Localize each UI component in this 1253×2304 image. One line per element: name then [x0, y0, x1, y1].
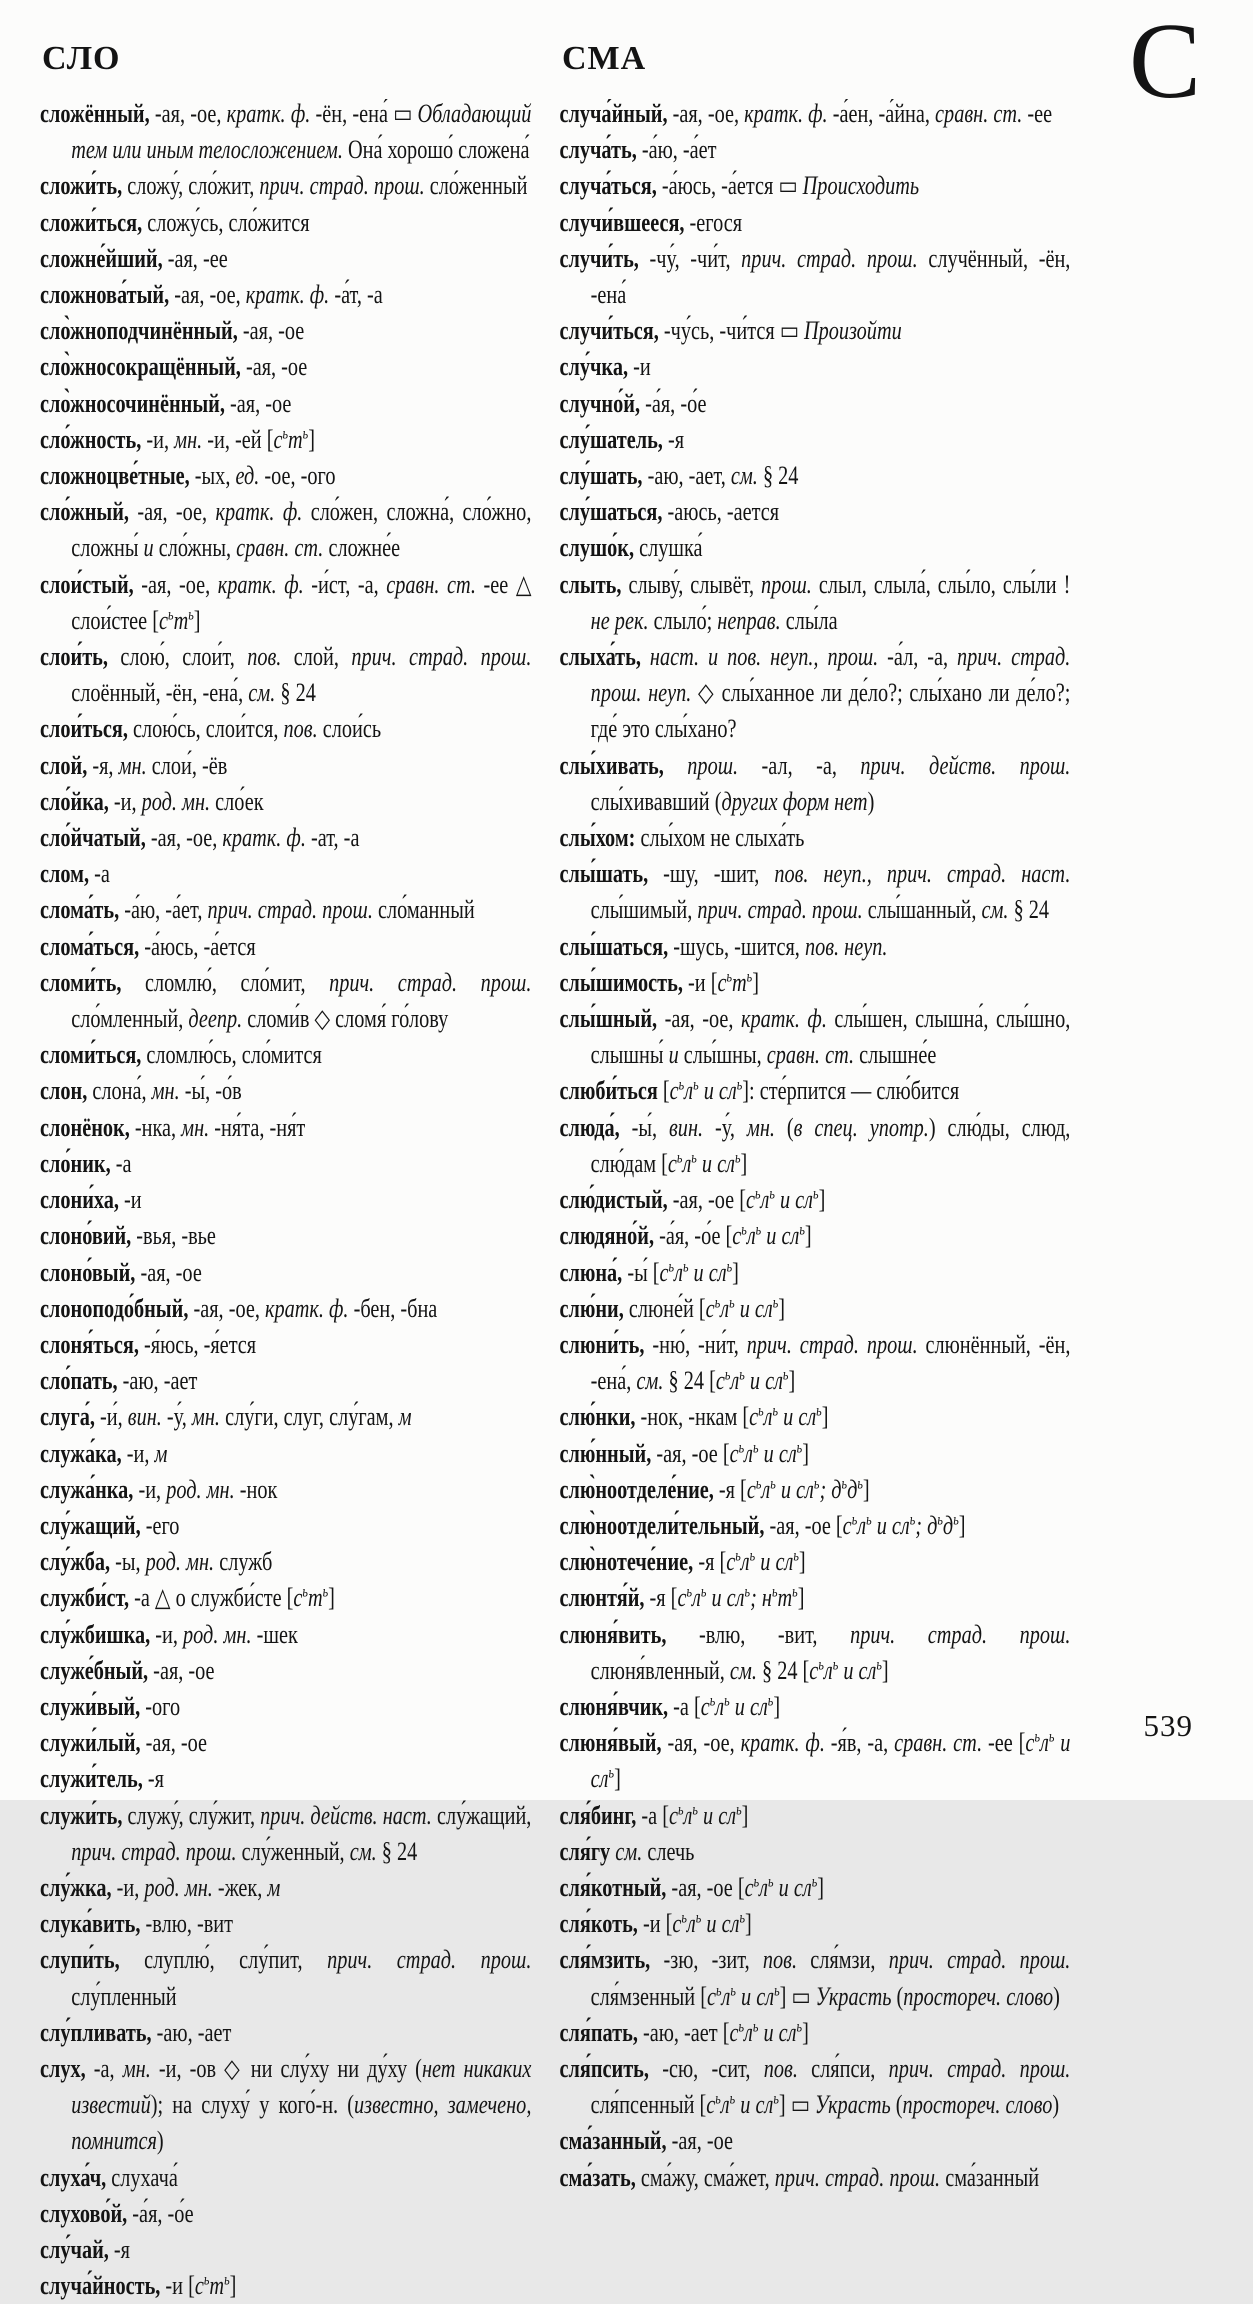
dictionary-entry: [40, 1942, 531, 2014]
entry-headword: сломи́ть,: [40, 967, 122, 997]
entry-body: -а́я, -о́е [$с^ьл^ь$ и $сл^ь$]: [654, 1221, 812, 1251]
entry-headword: сломи́ться,: [40, 1040, 142, 1070]
entry-body: -шу, -шит, пов. неуп., прич. страд. наст. слы́шимый, прич. страд. прош. слы́шанный, см. § 24: [590, 859, 1071, 925]
dictionary-entry: [40, 1870, 531, 1906]
dictionary-entry: [40, 1037, 531, 1073]
dictionary-entry: [559, 965, 1070, 1001]
entry-headword: слома́ться,: [40, 931, 140, 961]
entry-body: прош. -ал, -а, прич. действ. прош. слы́хивавший (других форм нет): [590, 750, 1071, 816]
entry-body: -ая, -ое [$с^ьл^ь$ и $сл^ь$]: [666, 1872, 825, 1902]
entry-body: -нка, мн. -ня́та, -ня́т: [129, 1112, 306, 1142]
entry-body: -и, м: [121, 1438, 168, 1468]
entry-headword: сма́занный,: [559, 2126, 667, 2156]
dictionary-entry: [40, 748, 531, 784]
entry-body: -чу́сь, -чи́тся ▭ Произойти: [658, 316, 902, 346]
entry-headword: служе́бный,: [40, 1655, 149, 1685]
entry-body: -я [$с^ьл^ь$ и $сл^ь$]: [693, 1547, 806, 1577]
dictionary-entry: [40, 1798, 531, 1870]
dictionary-entry: [559, 1182, 1070, 1218]
entry-headword: случа́ть,: [559, 135, 637, 165]
entry-body: -ая, -ое: [666, 2126, 733, 2156]
dictionary-entry: [40, 965, 531, 1037]
entry-headword: сля́псить,: [559, 2053, 649, 2083]
entry-body: слуплю́, слу́пит, прич. страд. прош. слу́пленный: [71, 1945, 532, 2011]
dictionary-entry: [559, 1798, 1070, 1834]
entry-headword: слу́шаться,: [559, 497, 663, 527]
dictionary-entry: [40, 1327, 531, 1363]
entry-headword: сложне́йший,: [40, 243, 163, 273]
entry-headword: слоно́вый,: [40, 1257, 136, 1287]
entry-headword: слюнтя́й,: [559, 1583, 645, 1613]
dictionary-entry: [559, 1001, 1070, 1073]
dictionary-entry: [40, 2015, 531, 2051]
dictionary-entry: [40, 1725, 531, 1761]
entry-headword: слюби́ться: [559, 1076, 658, 1106]
entry-body: -чу́, -чи́т, прич. страд. прош. случённый, -ён, -ена́: [590, 243, 1071, 310]
dictionary-entry: [40, 2232, 531, 2268]
entry-headword: сло̀жносокращённый,: [40, 352, 241, 382]
dictionary-entry: [559, 386, 1070, 422]
dictionary-entry: [40, 856, 531, 892]
dictionary-entry: [40, 241, 531, 277]
entry-headword: слу́чка,: [559, 352, 629, 382]
dictionary-entry: [559, 494, 1070, 530]
dictionary-entry: [40, 313, 531, 349]
dictionary-entry: [40, 1580, 531, 1616]
entry-headword: сля́коть,: [559, 1909, 638, 1939]
entry-body: -егося: [684, 207, 743, 237]
dictionary-entry: [559, 929, 1070, 965]
entry-headword: слой,: [40, 750, 88, 780]
entry-headword: слу́пливать,: [40, 2017, 152, 2047]
entry-body: -а́юсь, -а́ется: [139, 931, 256, 961]
entry-body: -и́, вин. -у́, мн. слу́ги, слуг, слу́гам, м: [94, 1402, 412, 1432]
entry-headword: служа́нка,: [40, 1474, 134, 1504]
dictionary-entry: [559, 1291, 1070, 1327]
dictionary-entry: [559, 2160, 1070, 2196]
entry-body: -влю, -вит, прич. страд. прош. слюня́вленный, см. § 24 [$с^ьл^ь$ и $сл^ь$]: [590, 1619, 1071, 1685]
entry-body: -а [$с^ьл^ь$ и $сл^ь$]: [668, 1691, 781, 1721]
entry-body: -ню́, -ни́т, прич. страд. прош. слюнённый, -ён, -ена́, см. § 24 [$с^ьл^ь$ и $сл^ь$]: [590, 1329, 1071, 1396]
entry-headword: слюня́вый,: [559, 1728, 662, 1758]
entry-headword: сложи́ть,: [40, 171, 123, 201]
entry-body: -аю, -ает, см. § 24: [642, 461, 799, 491]
dictionary-entry: [559, 422, 1070, 458]
entry-body: -аюсь, -ается: [662, 497, 780, 527]
entry-headword: случа́ться,: [559, 171, 657, 201]
entry-headword: слю́дистый,: [559, 1185, 668, 1215]
entry-body: -и, мн. -и, -ей $[с^ьт^ь]$: [141, 424, 315, 454]
dictionary-entry: [40, 458, 531, 494]
dictionary-entry: [40, 2160, 531, 2196]
dictionary-entry: [559, 1725, 1070, 1797]
entry-headword: слуха́ч,: [40, 2162, 107, 2192]
entry-body: -ая, -ое, кратк. ф. -я́в, -а, сравн. ст. -ее [$с^ьл^ь$ и $сл^ь$]: [590, 1728, 1071, 1794]
dictionary-entry: [40, 205, 531, 241]
entry-body: слона́, мн. -ы́, -о́в: [87, 1076, 242, 1106]
entry-headword: слы́хивать,: [559, 750, 664, 780]
entry-body: -и, род. мн. -шек: [150, 1619, 298, 1649]
dictionary-entry: [559, 132, 1070, 168]
entry-headword: слу́шать,: [559, 461, 643, 491]
entry-headword: слоноподо́бный,: [40, 1293, 189, 1323]
entry-headword: случи́ться,: [559, 316, 659, 346]
entry-headword: слоно́вий,: [40, 1221, 132, 1251]
entry-headword: сля́котный,: [559, 1872, 667, 1902]
entry-headword: сло́йка,: [40, 786, 109, 816]
dictionary-entry: [559, 1870, 1070, 1906]
entry-headword: слы́шный,: [559, 1004, 658, 1034]
entry-headword: слои́стый,: [40, 569, 134, 599]
dictionary-entry: [559, 1073, 1070, 1109]
entry-body: -ых, ед. -ое, -ого: [189, 461, 336, 491]
dictionary-entry: [40, 349, 531, 385]
entry-body: -а́я, -о́е: [640, 388, 707, 418]
entry-body: сломлю́, сло́мит, прич. страд. прош. сло́мленный, деепр. сломи́в ◇ сломя́ го́лову: [71, 967, 532, 1034]
dictionary-entry: [40, 820, 531, 856]
entry-body: сложу́, сло́жит, прич. страд. прош. сло́женный: [122, 171, 528, 201]
entry-body: слушка́: [634, 533, 703, 563]
entry-headword: служби́ст,: [40, 1583, 130, 1613]
entry-body: слою́сь, слои́тся, пов. слои́сь: [127, 714, 382, 744]
entry-headword: слыха́ть,: [559, 642, 641, 672]
entry-body: сложу́сь, сло́жится: [142, 207, 310, 237]
entry-body: -ая, -ое, кратк. ф. слы́шен, слышна́, слы́шно, слышны́ и слы́шны, сравн. ст. слышне́е: [590, 1004, 1071, 1070]
dictionary-entry: [40, 1436, 531, 1472]
entry-headword: слюня́вчик,: [559, 1691, 669, 1721]
entry-headword: сложноцве́тные,: [40, 461, 190, 491]
entry-body: -и: [628, 352, 651, 382]
entry-body: см. слечь: [615, 1836, 695, 1866]
entry-headword: слы́шимость,: [559, 967, 683, 997]
entry-body: -а, мн. -и, -ов ◇ ни слу́ху ни ду́ху (нет никаких известий); на слуху́ у кого́-н. (известно, замечено, помнится): [71, 2053, 532, 2156]
entry-headword: слю̀нотече́ние,: [559, 1547, 694, 1577]
entry-headword: слои́ться,: [40, 714, 128, 744]
dictionary-entry: [40, 1146, 531, 1182]
entry-body: -влю, -вит: [140, 1909, 234, 1939]
page-number: 539: [1143, 1708, 1193, 1743]
dictionary-entry: [40, 784, 531, 820]
entry-headword: сма́зать,: [559, 2162, 636, 2192]
entry-headword: слю̀ноотдели́тельный,: [559, 1510, 765, 1540]
entry-headword: служи́тель,: [40, 1764, 143, 1794]
dictionary-entry: [559, 1942, 1070, 2014]
dictionary-entry: [559, 96, 1070, 132]
dictionary-entry: [559, 1544, 1070, 1580]
entry-body: -а́юсь, -а́ется ▭ Происходить: [656, 171, 920, 201]
entry-body: -ая, -ое, кратк. ф. сло́жен, сложна́, сло́жно, сложны́ и сло́жны, сравн. ст. сложне́е: [71, 497, 532, 563]
dictionary-entry: [40, 1218, 531, 1254]
entry-headword: слу́шатель,: [559, 424, 663, 454]
dictionary-entry: [40, 1689, 531, 1725]
dictionary-entry: [40, 1761, 531, 1797]
dictionary-entry: [559, 639, 1070, 748]
entry-body: -ого: [140, 1691, 181, 1721]
entry-headword: слюна́,: [559, 1257, 623, 1287]
entry-body: -а: [110, 1148, 132, 1178]
entry-headword: слонёнок,: [40, 1112, 130, 1142]
entry-body: наст. и пов. неуп., прош. -а́л, -а, прич. страд. прош. неуп. ◇ слы́ханное ли де́ло?; слы́хано ли де́ло?; где́ это слы́хано?: [590, 642, 1071, 744]
dictionary-entry: [559, 530, 1070, 566]
entry-body: -я, мн. слои́, -ёв: [87, 750, 228, 780]
dictionary-entry: [559, 168, 1070, 204]
entry-headword: слюда́,: [559, 1112, 620, 1142]
entry-headword: служи́вый,: [40, 1691, 141, 1721]
entry-body: -а [$с^ьл^ь$ и $сл^ь$]: [636, 1800, 749, 1830]
dictionary-entry: [559, 1617, 1070, 1689]
entry-body: служу́, слу́жит, прич. действ. наст. слу́жащий, прич. страд. прош. слу́женный, см. § 24: [71, 1800, 532, 1866]
dictionary-entry: [40, 711, 531, 747]
entry-headword: слу́чай,: [40, 2234, 109, 2264]
dictionary-entry: [40, 1363, 531, 1399]
entry-body: -шусь, -шится, пов. неуп.: [668, 931, 888, 961]
entry-headword: сло́жный,: [40, 497, 129, 527]
dictionary-entry: [559, 349, 1070, 385]
entry-body: -ая, -ое, кратк. ф. -бен, -бна: [188, 1293, 438, 1323]
entry-headword: слука́вить,: [40, 1909, 141, 1939]
entry-headword: слу́жащий,: [40, 1510, 141, 1540]
entry-body: -ы́, вин. -у́, мн. (в спец. употр.) слю́ды, слюд, слю́дам [$с^ьл^ь$ и $сл^ь$]: [590, 1112, 1071, 1178]
entry-body: -ая, -ое: [237, 316, 305, 346]
entry-body: -ы, род. мн. служб: [110, 1547, 273, 1577]
entry-headword: слы́шаться,: [559, 931, 669, 961]
entry-body: -я: [662, 424, 685, 454]
dictionary-entry: [40, 1182, 531, 1218]
dictionary-entry: [40, 277, 531, 313]
entry-body: сма́жу, сма́жет, прич. страд. прош. сма́занный: [635, 2162, 1040, 2192]
entry-headword: слю́нный,: [559, 1438, 652, 1468]
entry-headword: сло́жность,: [40, 424, 142, 454]
text-columns: [40, 96, 1077, 2304]
entry-body: -а: [89, 859, 110, 889]
entry-headword: служа́ка,: [40, 1438, 122, 1468]
entry-body: -ая, -ое: [135, 1257, 202, 1287]
dictionary-entry: [40, 2196, 531, 2232]
dictionary-entry: [40, 1399, 531, 1435]
entry-headword: слух,: [40, 2053, 86, 2083]
entry-body: -его: [140, 1510, 180, 1540]
left-column: [40, 96, 531, 2304]
dictionary-entry: [40, 639, 531, 711]
entry-body: -ая, -ее: [162, 243, 228, 273]
entry-headword: сло́пать,: [40, 1366, 118, 1396]
dictionary-entry: [40, 2051, 531, 2160]
entry-body: -ая, -ое: [224, 388, 292, 418]
entry-body: -ая, -ое, кратк. ф. -и́ст, -а, сравн. ст. -ее △ слои́стее $[с^ьт^ь]$: [71, 569, 532, 635]
entry-body: -я: [108, 2234, 131, 2264]
dictionary-entry: [40, 929, 531, 965]
entry-headword: слыть,: [559, 569, 622, 599]
dictionary-entry: [559, 241, 1070, 313]
entry-body: слою́, слои́т, пов. слой, прич. страд. прош. слоённый, -ён, -ена́, см. § 24: [71, 642, 532, 708]
entry-headword: случно́й,: [559, 388, 641, 418]
entry-body: -ая, -ое [$с^ьл^ь$ и $сл^ь$]: [651, 1438, 809, 1468]
dictionary-entry: [559, 1580, 1070, 1616]
entry-body: -и [$с^ьл^ь$ и $сл^ь$]: [637, 1909, 752, 1939]
entry-body: сломлю́сь, сло́мится: [141, 1040, 322, 1070]
entry-body: -я́юсь, -я́ется: [138, 1329, 257, 1359]
entry-headword: слу́жка,: [40, 1872, 112, 1902]
dictionary-entry: [40, 168, 531, 204]
entry-body: -ая, -ое [$с^ьл^ь$ и $сл^ь$]: [667, 1185, 826, 1215]
entry-headword: сложи́ться,: [40, 207, 143, 237]
entry-body: -нок, -нкам [$с^ьл^ь$ и $сл^ь$]: [635, 1402, 829, 1432]
dictionary-entry: [559, 205, 1070, 241]
entry-headword: слю̀ноотделе́ние,: [559, 1474, 714, 1504]
entry-headword: слухово́й,: [40, 2198, 128, 2228]
entry-headword: случа́йность,: [40, 2271, 161, 2301]
entry-body: -аю, -ает: [151, 2017, 232, 2047]
dictionary-entry: [559, 1327, 1070, 1399]
entry-headword: сля́пать,: [559, 2017, 638, 2047]
entry-headword: сля́гу: [559, 1836, 611, 1866]
entry-headword: сложнова́тый,: [40, 280, 170, 310]
entry-headword: сля́бинг,: [559, 1800, 637, 1830]
entry-body: -и, род. мн. сло́ек: [108, 786, 264, 816]
dictionary-entry: [40, 1255, 531, 1291]
entry-body: -ы́ [$с^ьл^ь$ и $сл^ь$]: [622, 1257, 739, 1287]
entry-body: -и $[с^ьт^ь]$: [682, 967, 759, 997]
entry-body: -и, род. мн. -нок: [133, 1474, 278, 1504]
entry-body: -аю, -ает: [117, 1366, 198, 1396]
entry-body: -а △ о служби́сте $[с^ьт^ь]$: [129, 1583, 335, 1613]
entry-headword: слома́ть,: [40, 895, 120, 925]
dictionary-entry: [559, 1472, 1070, 1508]
entry-body: слухача́: [106, 2162, 178, 2192]
dictionary-entry: [559, 748, 1070, 820]
dictionary-entry: [40, 2268, 531, 2304]
entry-headword: служи́лый,: [40, 1728, 141, 1758]
entry-headword: слюня́вить,: [559, 1619, 667, 1649]
entry-headword: сложённый,: [40, 99, 150, 128]
dictionary-entry: [559, 1218, 1070, 1254]
entry-headword: слони́ха,: [40, 1185, 119, 1215]
dictionary-entry: [40, 1544, 531, 1580]
dictionary-entry: [40, 567, 531, 639]
entry-headword: сло̀жноподчинённый,: [40, 316, 238, 346]
section-letter: С: [1128, 2, 1201, 121]
entry-headword: случа́йный,: [559, 99, 668, 128]
entry-body: -зю, -зит, пов. сля́мзи, прич. страд. прош. сля́мзенный [$с^ьл^ь$ и $сл^ь$] ▭ Украсть (простореч. слово): [590, 1945, 1071, 2011]
dictionary-entry: [559, 1110, 1070, 1182]
dictionary-entry: [559, 856, 1070, 928]
entry-headword: слы́шать,: [559, 859, 649, 889]
dictionary-entry: [40, 1472, 531, 1508]
dictionary-entry: [559, 1399, 1070, 1435]
entry-body: -а́ю, -а́ет, прич. страд. прош. сло́манный: [119, 895, 475, 925]
entry-body: -вья, -вье: [131, 1221, 216, 1251]
dictionary-entry: [40, 1617, 531, 1653]
entry-body: слы́хом не слыха́ть: [635, 823, 805, 853]
entry-headword: сло́йчатый,: [40, 823, 146, 853]
dictionary-entry: [40, 494, 531, 566]
dictionary-entry: [559, 1508, 1070, 1544]
entry-headword: слюдяно́й,: [559, 1221, 655, 1251]
dictionary-entry: [40, 386, 531, 422]
entry-headword: служи́ть,: [40, 1800, 123, 1830]
dictionary-entry: [40, 1110, 531, 1146]
entry-body: -ая, -ое, кратк. ф. -а́т, -а: [169, 280, 383, 310]
dictionary-entry: [40, 1508, 531, 1544]
dictionary-entry: [559, 1436, 1070, 1472]
entry-body: -я [$с^ьл^ь$ и $сл^ь$; $д^ьд^ь$]: [713, 1474, 870, 1504]
entry-body: -и: [118, 1185, 142, 1215]
entry-body: -ая, -ое, кратк. ф. -ён, -ена́ ▭ Обладающий тем или иным телосложением. Она́ хорошо́ сложена́: [71, 99, 532, 165]
entry-headword: слу́жбишка,: [40, 1619, 151, 1649]
dictionary-entry: [40, 892, 531, 928]
entry-headword: слю́ни,: [559, 1293, 624, 1323]
entry-body: -я: [142, 1764, 164, 1794]
dictionary-entry: [40, 1906, 531, 1942]
entry-headword: слюни́ть,: [559, 1329, 645, 1359]
entry-body: -ая, -ое [$с^ьл^ь$ и $сл^ь$; $д^ьд^ь$]: [764, 1510, 966, 1540]
dictionary-entry: [559, 313, 1070, 349]
dictionary-entry: [559, 1834, 1070, 1870]
entry-body: -и $[с^ьт^ь]$: [160, 2271, 237, 2301]
entry-headword: слу́жба,: [40, 1547, 111, 1577]
entry-body: -аю, -ает [$с^ьл^ь$ и $сл^ь$]: [637, 2017, 809, 2047]
dictionary-entry: [40, 96, 531, 168]
entry-body: -ая, -ое, кратк. ф. -а́ен, -а́йна, сравн. ст. -ее: [667, 99, 1053, 128]
entry-headword: случи́ть,: [559, 243, 639, 273]
right-column: [559, 96, 1070, 2304]
entry-headword: слуга́,: [40, 1402, 95, 1432]
dictionary-entry: [559, 1255, 1070, 1291]
entry-body: -а́ю, -а́ет: [636, 135, 717, 165]
entry-headword: случи́вшееся,: [559, 207, 685, 237]
dictionary-entry: [559, 567, 1070, 639]
entry-headword: сло́ник,: [40, 1148, 111, 1178]
dictionary-entry: [559, 2015, 1070, 2051]
dictionary-entry: [559, 1689, 1070, 1725]
entry-headword: слупи́ть,: [40, 1945, 120, 1975]
entry-headword: слом,: [40, 859, 90, 889]
dictionary-entry: [559, 2051, 1070, 2123]
dictionary-entry: [559, 820, 1070, 856]
dictionary-entry: [40, 422, 531, 458]
entry-body: -и, род. мн. -жек, м: [111, 1872, 281, 1902]
entry-headword: сля́мзить,: [559, 1945, 651, 1975]
entry-headword: сло̀жносочинённый,: [40, 388, 225, 418]
entry-body: слюне́й [$с^ьл^ь$ и $сл^ь$]: [623, 1293, 786, 1323]
entry-body: -а́я, -о́е: [127, 2198, 194, 2228]
dictionary-entry: [559, 458, 1070, 494]
entry-body: -я [$с^ьл^ь$ и $сл^ь$; $н^ьт^ь$]: [644, 1583, 805, 1613]
entry-body: слыву́, слывёт, прош. слыл, слыла́, слы́ло, слы́ли !не рек. слыло́; неправ. слы́ла: [590, 569, 1071, 635]
dictionary-entry: [40, 1073, 531, 1109]
entry-headword: слю́нки,: [559, 1402, 636, 1432]
entry-headword: слоня́ться,: [40, 1329, 139, 1359]
entry-body: -ая, -ое: [240, 352, 308, 382]
entry-body: -сю, -сит, пов. сля́пси, прич. страд. прош. сля́псенный [$с^ьл^ь$ и $сл^ь$] ▭ Украсть (простореч. слово): [590, 2053, 1071, 2120]
dictionary-entry: [559, 2123, 1070, 2159]
guide-word-right: СМА: [562, 40, 647, 77]
entry-body: [$с^ьл^ь$ и $сл^ь$]: сте́рпится — слю́бится: [657, 1076, 960, 1106]
dictionary-entry: [559, 1906, 1070, 1942]
guide-word-left: СЛО: [42, 40, 121, 77]
entry-headword: слон,: [40, 1076, 88, 1106]
dictionary-entry: [40, 1291, 531, 1327]
entry-headword: слы́хом:: [559, 823, 636, 853]
entry-body: -ая, -ое: [140, 1728, 208, 1758]
entry-headword: слушо́к,: [559, 533, 635, 563]
entry-headword: слои́ть,: [40, 642, 108, 672]
entry-body: -ая, -ое: [148, 1655, 215, 1685]
entry-body: -ая, -ое, кратк. ф. -ат, -а: [145, 823, 360, 853]
dictionary-entry: [40, 1653, 531, 1689]
